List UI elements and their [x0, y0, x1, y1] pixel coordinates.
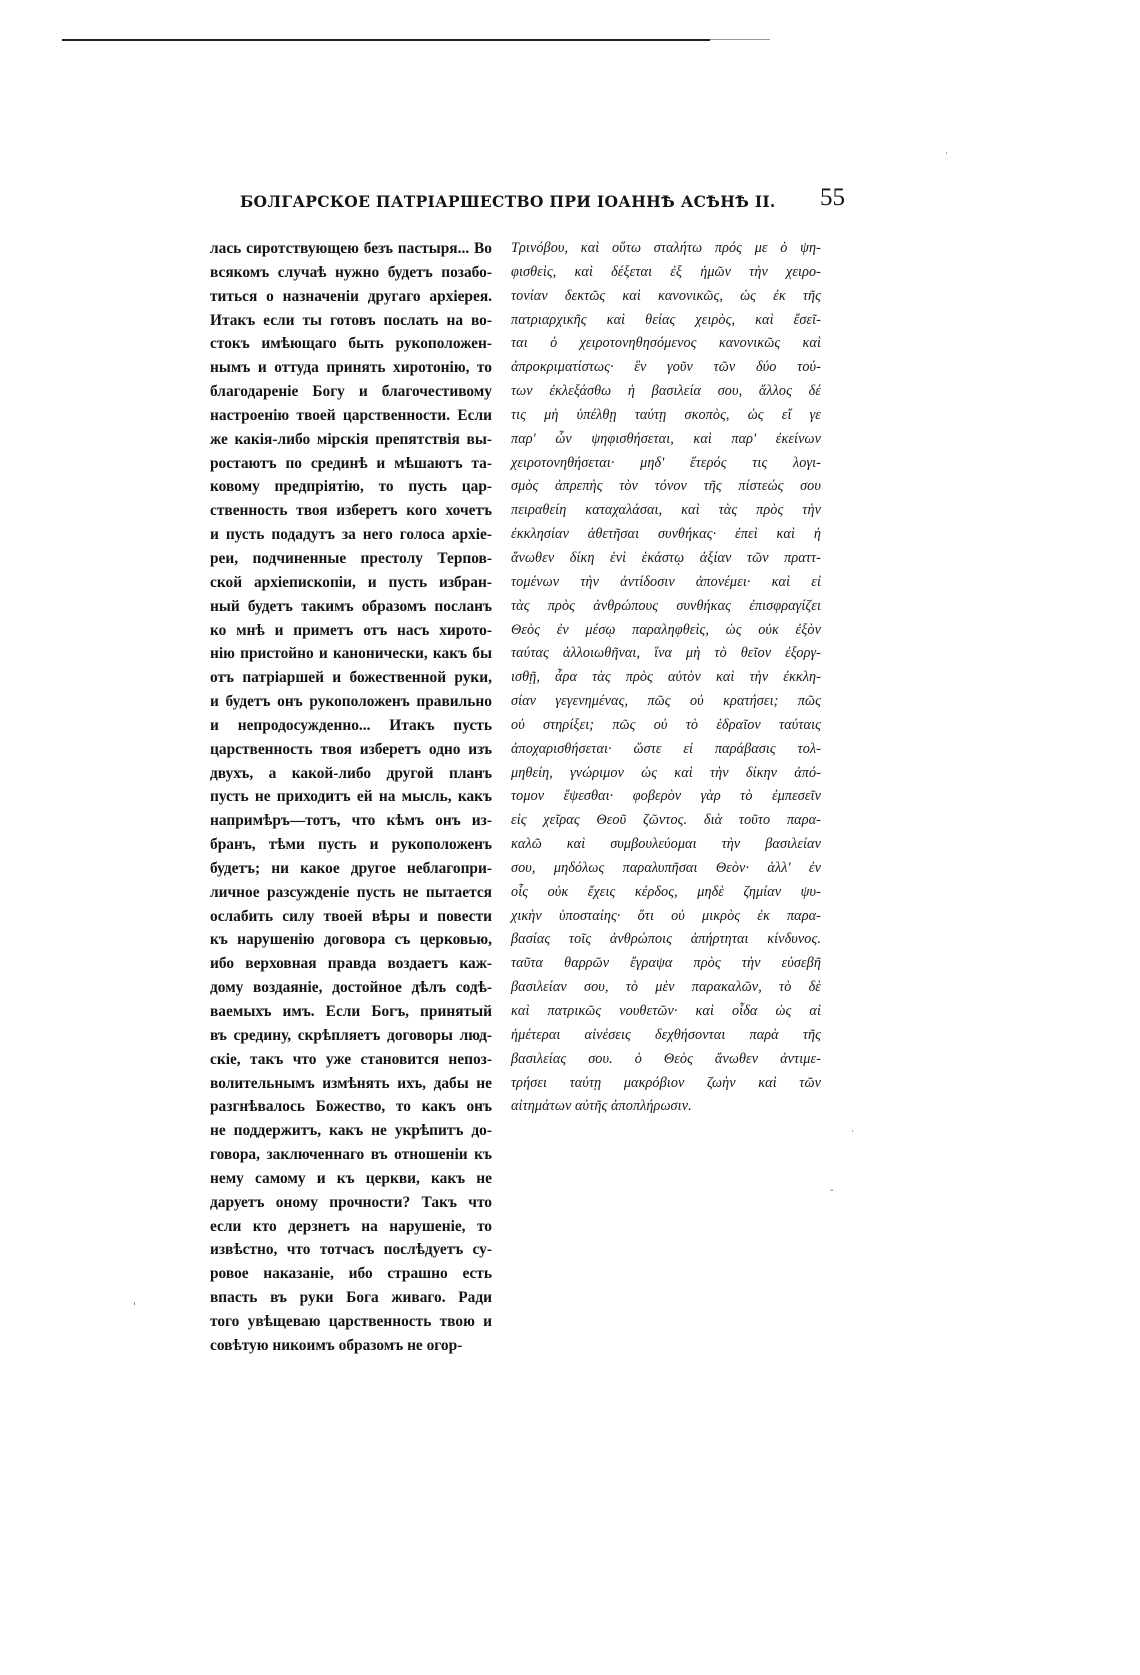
text-line: ваемыхъ имъ. Если Богъ, принятый [210, 1003, 492, 1020]
text-line: καὶ πατρικῶς νουθετῶν· καὶ οἶδα ὡς αἱ [511, 1003, 821, 1019]
text-line: лась сиротствующею безъ пастыря... Во [210, 240, 492, 257]
text-line: благодареніе Богу и благочестивому [210, 383, 492, 401]
speck-mark: - [830, 1185, 834, 1196]
text-line: нымъ и оттуда принять хиротонію, то [210, 359, 492, 377]
text-line: πατριαρχικῆς καὶ θείας χειρὸς, καὶ ἔσεῖ- [511, 311, 821, 328]
text-line: волительнымъ измѣнять ихъ, дабы не [210, 1074, 492, 1092]
top-rule-faint [710, 39, 770, 40]
text-line: Итакъ если ты готовъ послать на во- [210, 311, 492, 329]
text-line: μηθείη, γνώριμον ὡς καὶ τὴν δίκην ἀπό- [511, 764, 821, 781]
text-line: ἀπροκριματίστως· ἓν γοῦν τῶν δύο τού- [511, 359, 821, 376]
text-line: οὐ στηρίξει; πῶς οὐ τὸ ἑδραῖον ταύταις [511, 716, 821, 733]
text-line: Θεὸς ἐν μέσῳ παραληφθεὶς, ὡς οὐκ ἐξὸν [511, 621, 821, 638]
text-line: нію пристойно и канонически, какъ бы [210, 645, 492, 663]
text-line: τομον ἔψεσθαι· φοβερὸν γὰρ τὸ ἐμπεσεῖν [511, 788, 821, 805]
speck-mark: ˙ [944, 152, 949, 163]
text-line: даруетъ оному прочности? Такъ что [210, 1193, 492, 1211]
text-line: πειραθείη καταχαλάσαι, καὶ τὰς πρὸς τὴν [511, 502, 821, 519]
text-line: ισθῇ, ἆρα τὰς πρὸς αὐτὸν καὶ τὴν ἐκκλη- [511, 669, 821, 686]
text-line: ко мнѣ и приметъ отъ насъ хирото- [210, 621, 492, 639]
text-line: Τρινόβου, καὶ οὕτω σταλήτω πρός με ὁ ψη- [511, 240, 821, 256]
text-line: же какія-либо мірскія препятствія вы- [210, 430, 492, 448]
text-line: των ἐκλεξάσθω ἡ βασιλεία σου, ἄλλος δέ [511, 383, 821, 400]
text-line: скіе, такъ что уже становится непоз- [210, 1050, 492, 1068]
text-line: настроенію твоей царственности. Если [210, 406, 492, 424]
text-line: ственность твоя изберетъ кого хочетъ [210, 502, 492, 520]
text-line: ковому предпріятію, то пусть цар- [210, 478, 492, 496]
text-line: всякомъ случаѣ нужно будетъ позабо- [210, 263, 492, 281]
text-line: реи, подчиненные престолу Терпов- [210, 549, 492, 567]
text-line: и будетъ онъ рукоположенъ правильно [210, 693, 492, 711]
text-line: бранъ, тѣми пусть и рукоположенъ [210, 836, 492, 854]
text-line: ибо верховная правда воздаетъ каж- [210, 955, 492, 973]
text-line: παρ' ὧν ψηφισθήσεται, καὶ παρ' ἐκείνων [511, 430, 821, 447]
text-line: ской архіепископіи, и пусть избран- [210, 573, 492, 591]
speck-mark: ˈ [133, 1300, 137, 1313]
text-line: если кто дерзнетъ на нарушеніе, то [210, 1217, 492, 1235]
page-number: 55 [820, 184, 845, 211]
text-line: ταῦτα θαρρῶν ἔγραψα πρὸς τὴν εὐσεβῆ [511, 955, 821, 972]
text-line: τονίαν δεκτῶς καὶ κανονικῶς, ὡς ἐκ τῆς [511, 287, 821, 304]
text-line: говора, заключеннаго въ отношеніи къ [210, 1146, 492, 1164]
text-line: ный будетъ такимъ образомъ посланъ [210, 597, 492, 615]
text-line: τρήσει ταύτῃ μακρόβιον ζωὴν καὶ τῶν [511, 1074, 821, 1091]
text-line: οἷς οὐκ ἔχεις κέρδος, μηδὲ ζημίαν ψυ- [511, 883, 821, 900]
text-line: разгнѣвалось Божество, то какъ онъ [210, 1098, 492, 1116]
text-line: χειροτονηθήσεται· μηδ' ἕτερός τις λογι- [511, 454, 821, 471]
text-line: καλῶ καὶ συμβουλεύομαι τὴν βασιλείαν [511, 836, 821, 853]
text-line: φισθεὶς, καὶ δέξεται ἐξ ἡμῶν τὴν χειρο- [511, 263, 821, 280]
speck-mark: ˙ [850, 1130, 855, 1141]
text-line: и пусть подадутъ за него голоса архіе- [210, 526, 492, 544]
page-header [240, 184, 845, 218]
running-title: БОЛГАРСКОЕ ПАТРІАРШЕСТВО ПРИ ІОАННѢ АСѢНѢ II. [240, 192, 776, 211]
text-line: къ нарушенію договора съ церковью, [210, 931, 492, 949]
text-line: двухъ, а какой-либо другой планъ [210, 764, 492, 782]
text-line: ταύτας ἀλλοιωθῆναι, ἵνα μὴ τὸ θεῖον ἐξοργ- [511, 645, 821, 662]
text-line: ἀποχαρισθήσεται· ὥστε εἰ παράβασις τολ- [511, 740, 821, 757]
text-line: будетъ; ни какое другое неблагопри- [210, 859, 492, 877]
text-line: титься о назначеніи другаго архіерея. [210, 287, 492, 305]
text-line: σου, μηδόλως παραλυπῆσαι Θεὸν· ἀλλ' ἐν [511, 859, 821, 876]
text-line: αἰτημάτων αὐτῆς ἀποπλήρωσιν. [511, 1098, 692, 1115]
text-line: въ средину, скрѣпляетъ договоры люд- [210, 1026, 492, 1044]
text-line: βασιλείας σου. ὁ Θεὸς ἄνωθεν ἀντιμε- [511, 1050, 821, 1067]
text-line: βασίας τοῖς ἀνθρώποις ἀπήρτηται κίνδυνος. [511, 931, 821, 948]
text-line: βασιλείαν σου, τὸ μὲν παρακαλῶν, τὸ δὲ [511, 979, 821, 996]
text-line: χικὴν ὑποσταίης· ὅτι οὐ μικρὸς ἐκ παρα- [511, 907, 821, 924]
text-line: личное разсужденіе пусть не пытается [210, 883, 492, 901]
text-line: ἄνωθεν δίκη ἑνὶ ἑκάστῳ ἀξίαν τῶν πραττ- [511, 549, 821, 566]
text-line: того увѣщеваю царственность твою и [210, 1312, 492, 1330]
text-line: отъ патріаршей и божественной руки, [210, 669, 492, 687]
text-line: σίαν γεγενημένας, πῶς οὐ κρατήσει; πῶς [511, 693, 821, 710]
text-line: царственность твоя изберетъ одно изъ [210, 740, 492, 758]
text-line: дому воздаяніе, достойное дѣлъ содѣ- [210, 979, 492, 997]
text-line: εἰς χεῖρας Θεοῦ ζῶντος. διὰ τοῦτο παρα- [511, 812, 821, 829]
text-line: извѣстно, что тотчасъ послѣдуетъ су- [210, 1241, 492, 1259]
right-column-greek [511, 237, 821, 1119]
text-line: τις μὴ ὑπέλθῃ ταύτῃ σκοπὸς, ὡς εἴ γε [511, 406, 821, 423]
text-line: σμὸς ἀπρεπὴς τὸν τόνον τῆς πίστεώς σου [511, 478, 821, 495]
top-rule [62, 39, 710, 41]
left-column-russian [210, 237, 492, 1358]
text-line: пусть не приходитъ ей на мысль, какъ [210, 788, 492, 806]
text-line: напримѣръ—тотъ, что кѣмъ онъ из- [210, 812, 492, 830]
text-line: ἡμέτεραι αἰνέσεις δεχθήσονται παρὰ τῆς [511, 1026, 821, 1043]
text-line: ослабить силу твоей вѣры и повести [210, 907, 492, 925]
text-line: ровое наказаніе, ибо страшно есть [210, 1265, 492, 1283]
text-line: τομένων τὴν ἀντίδοσιν ἀπονέμει· καὶ εἰ [511, 573, 821, 590]
text-line: впасть въ руки Бога живаго. Ради [210, 1289, 492, 1307]
text-line: ἐκκλησίαν ἀθετῆσαι συνθήκας· ἐπεὶ καὶ ἡ [511, 526, 821, 543]
text-line: нему самому и къ церкви, какъ не [210, 1169, 492, 1187]
text-line: и непродосужденно... Итакъ пусть [210, 716, 492, 734]
text-line: стокъ имѣющаго быть рукоположен- [210, 335, 492, 353]
text-line: ростаютъ по срединѣ и мѣшаютъ та- [210, 454, 492, 472]
text-line: не поддержитъ, какъ не укрѣпитъ до- [210, 1122, 492, 1140]
text-line: τὰς πρὸς ἀνθρώπους συνθήκας ἐπισφραγίζει [511, 597, 821, 614]
text-line: совѣтую никоимъ образомъ не огор- [210, 1336, 463, 1354]
text-line: ται ὁ χειροτονηθησόμενος κανονικῶς καὶ [511, 335, 821, 352]
